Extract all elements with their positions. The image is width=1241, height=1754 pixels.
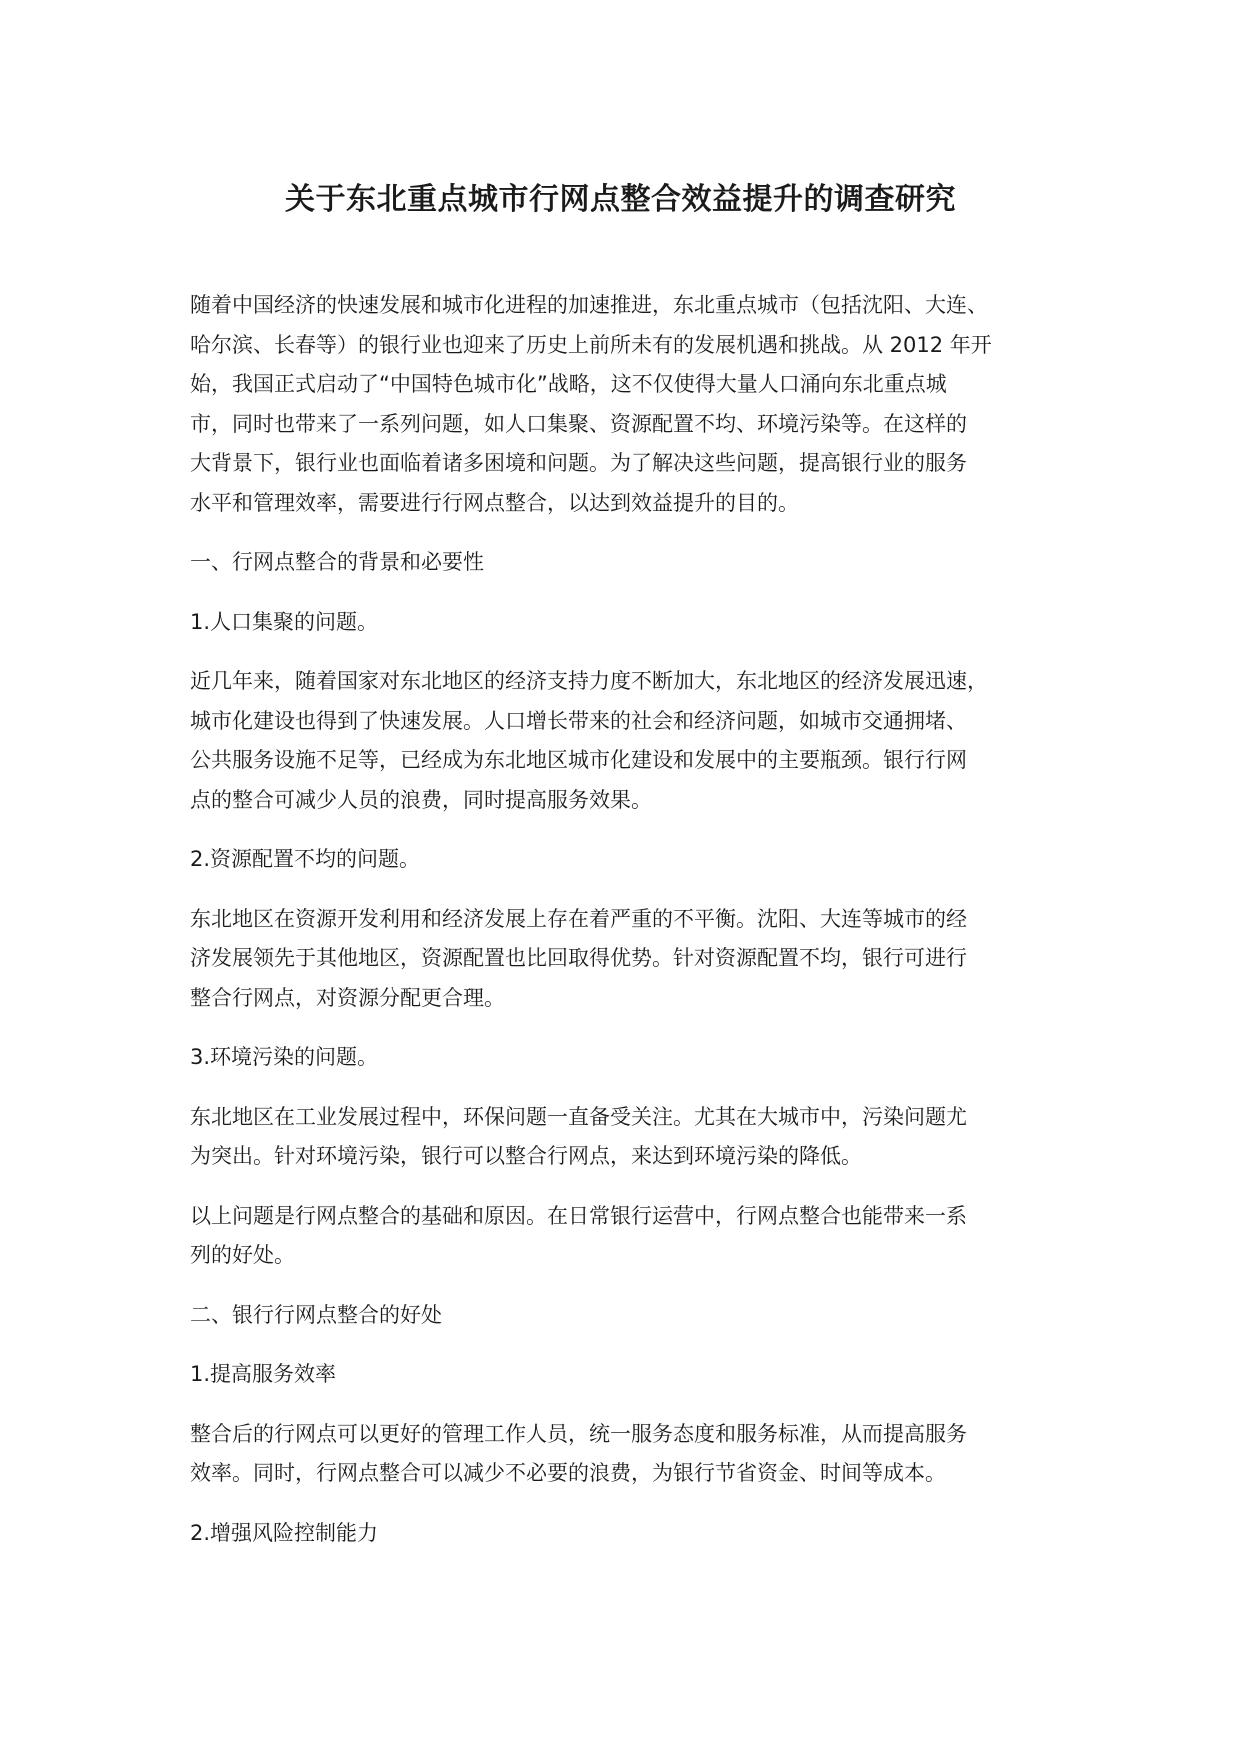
text-line: 东北地区在资源开发利用和经济发展上存在着严重的不平衡。沈阳、大连等城市的经	[190, 906, 967, 931]
body-paragraph	[190, 286, 1080, 523]
document-body	[190, 286, 1080, 1573]
section-heading	[190, 840, 1080, 880]
text-line: 二、银行行网点整合的好处	[190, 1302, 442, 1327]
text-line: 一、行网点整合的背景和必要性	[190, 550, 484, 574]
text-line: 2.资源配置不均的问题。	[190, 847, 421, 871]
body-paragraph	[190, 1415, 1080, 1494]
text-line: 水平和管理效率，需要进行行网点整合，以达到效益提升的目的。	[190, 490, 799, 515]
text-line: 整合后的行网点可以更好的管理工作人员，统一服务态度和服务标准，从而提高服务	[190, 1421, 967, 1446]
text-line: 哈尔滨、长春等）的银行业也迎来了历史上前所未有的发展机遇和挑战。从 2012 年开	[190, 332, 992, 357]
body-paragraph	[190, 1197, 1080, 1276]
text-line: 2.增强风险控制能力	[190, 1520, 379, 1545]
text-line: 1.人口集聚的问题。	[190, 609, 379, 634]
document-title: 关于东北重点城市行网点整合效益提升的调查研究	[285, 182, 956, 217]
text-line: 市，同时也带来了一系列问题，如人口集聚、资源配置不均、环境污染等。在这样的	[190, 411, 967, 436]
text-line: 济发展领先于其他地区，资源配置也比回取得优势。针对资源配置不均，银行可进行	[190, 946, 967, 970]
text-line: 为突出。针对环境污染，银行可以整合行网点，来达到环境污染的降低。	[190, 1144, 862, 1168]
text-line: 始，我国正式启动了“中国特色城市化”战略，这不仅使得大量人口涌向东北重点城	[190, 372, 947, 396]
text-line: 大背景下，银行业也面临着诸多困境和问题。为了解决这些问题，提高银行业的服务	[190, 451, 967, 475]
body-paragraph	[190, 900, 1080, 1019]
text-line: 近几年来，随着国家对东北地区的经济支持力度不断加大，东北地区的经济发展迅速，	[190, 669, 988, 693]
section-heading	[190, 1296, 1080, 1336]
text-line: 随着中国经济的快速发展和城市化进程的加速推进，东北重点城市（包括沈阳、大连、	[190, 293, 988, 317]
section-heading	[190, 1355, 1080, 1395]
text-line: 以上问题是行网点整合的基础和原因。在日常银行运营中，行网点整合也能带来一系	[190, 1203, 967, 1228]
section-heading	[190, 543, 1080, 583]
section-heading	[190, 1514, 1080, 1554]
section-heading	[190, 1038, 1080, 1078]
text-line: 城市化建设也得到了快速发展。人口增长带来的社会和经济问题，如城市交通拥堵、	[190, 708, 967, 733]
body-paragraph	[190, 1098, 1080, 1177]
text-line: 东北地区在工业发展过程中，环保问题一直备受关注。尤其在大城市中，污染问题尤	[190, 1104, 967, 1129]
text-line: 3.环境污染的问题。	[190, 1045, 379, 1069]
text-line: 列的好处。	[190, 1243, 295, 1267]
text-line: 整合行网点，对资源分配更合理。	[190, 985, 505, 1010]
text-line: 1.提高服务效率	[190, 1362, 337, 1386]
text-line: 点的整合可减少人员的浪费，同时提高服务效果。	[190, 787, 652, 812]
body-paragraph	[190, 662, 1080, 820]
text-line: 效率。同时，行网点整合可以减少不必要的浪费，为银行节省资金、时间等成本。	[190, 1461, 946, 1485]
section-heading	[190, 603, 1080, 643]
text-line: 公共服务设施不足等，已经成为东北地区城市化建设和发展中的主要瓶颈。银行行网	[190, 748, 967, 772]
